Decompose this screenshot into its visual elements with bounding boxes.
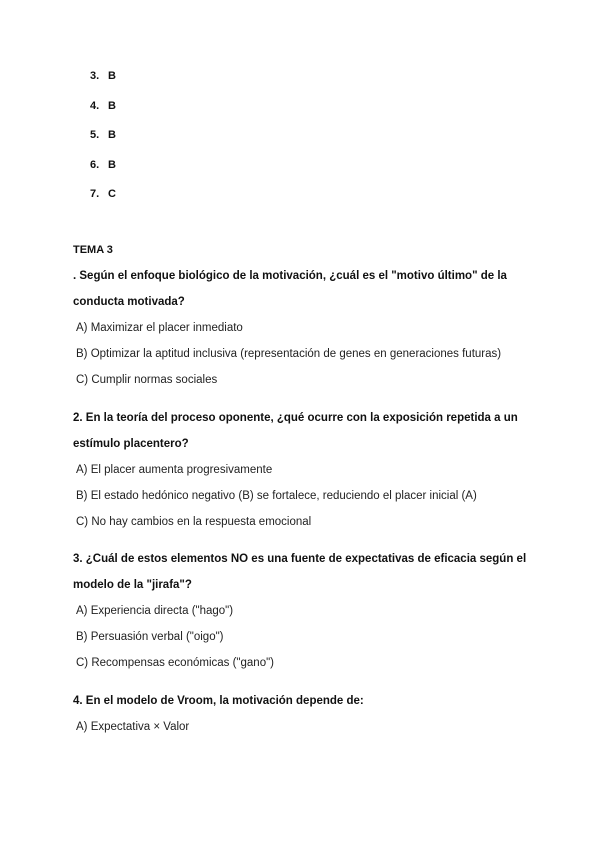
question-4 <box>73 688 543 740</box>
option-b: B) Optimizar la aptitud inclusiva (representación de genes en generaciones futuras) <box>76 348 502 360</box>
answer-key-list <box>90 70 116 218</box>
option-b: B) Persuasión verbal ("oigo") <box>76 631 224 643</box>
answer-letter: B <box>108 129 116 141</box>
question-text: 2. En la teoría del proceso oponente, ¿qué ocurre con la exposición repetida a un estímulo placentero? <box>73 412 518 450</box>
answer-number: 3. <box>90 70 100 82</box>
option-b: B) El estado hedónico negativo (B) se fortalece, reduciendo el placer inicial (A) <box>76 490 477 502</box>
answer-letter: C <box>108 188 116 200</box>
answer-item <box>90 188 116 218</box>
option-a: A) El placer aumenta progresivamente <box>76 464 273 476</box>
section-header <box>73 242 543 258</box>
question-1 <box>73 263 543 393</box>
answer-letter: B <box>108 99 116 112</box>
answer-number: 6. <box>90 158 100 171</box>
question-text: 4. En el modelo de Vroom, la motivación depende de: <box>73 695 364 707</box>
answer-item <box>90 70 116 100</box>
answer-number: 7. <box>90 188 100 200</box>
option-a: A) Maximizar el placer inmediato <box>76 322 243 334</box>
answer-letter: B <box>108 158 116 171</box>
option-c: C) Cumplir normas sociales <box>76 374 218 386</box>
option-a: A) Expectativa × Valor <box>76 721 190 733</box>
question-text: . Según el enfoque biológico de la motivación, ¿cuál es el "motivo último" de la conducta motivada? <box>73 270 507 308</box>
section-title: TEMA 3 <box>73 244 113 256</box>
question-text: 3. ¿Cuál de estos elementos NO es una fuente de expectativas de eficacia según el modelo de la "jirafa"? <box>73 553 527 591</box>
answer-number: 5. <box>90 129 100 141</box>
option-a: A) Experiencia directa ("hago") <box>76 605 234 617</box>
answer-item <box>90 129 116 159</box>
question-3 <box>73 546 543 676</box>
question-2 <box>73 405 543 535</box>
answer-item <box>90 100 116 130</box>
option-c: C) No hay cambios en la respuesta emocional <box>76 516 312 528</box>
option-c: C) Recompensas económicas ("gano") <box>76 657 274 669</box>
answer-number: 4. <box>90 99 100 112</box>
answer-item <box>90 159 116 189</box>
answer-letter: B <box>108 70 116 82</box>
